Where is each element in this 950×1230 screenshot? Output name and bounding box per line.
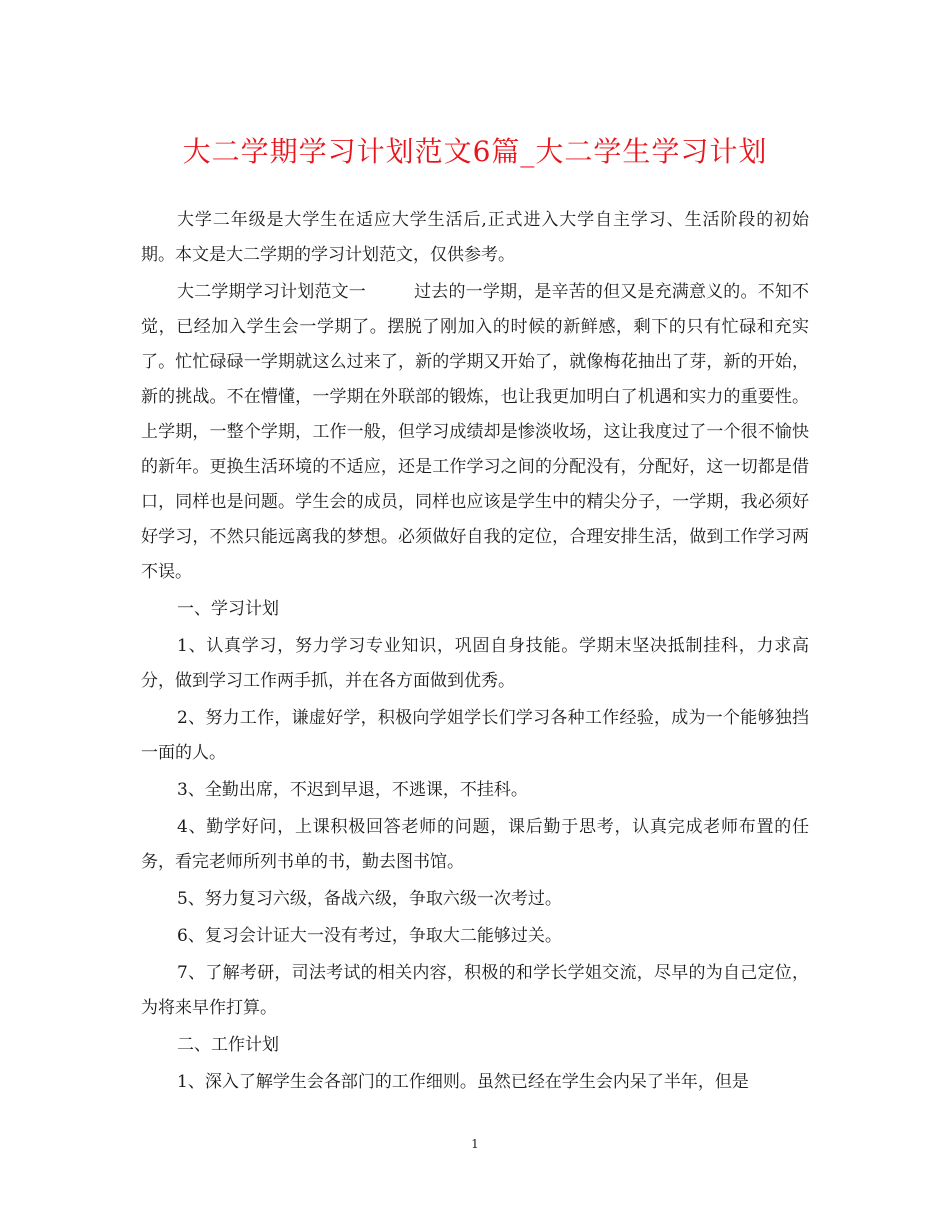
list-item: 5、努力复习六级，备战六级，争取六级一次考过。 [177,889,562,909]
list-item: 1、认真学习，努力学习专业知识，巩固自身技能。学期末坚决抵制挂科，力求高分，做到学习工作两手抓，并在各方面做到优秀。 [141,636,809,691]
list-item: 7、了解考研，司法考试的相关内容，积极的和学长学姐交流，尽早的为自己定位，为将来早作打算。 [141,963,809,1018]
page-number: 1 [471,1137,479,1151]
list-item: 2、努力工作，谦虚好学，积极向学姐学长们学习各种工作经验，成为一个能够独挡一面的人。 [141,708,809,763]
section-heading-study: 一、学习计划 [177,599,279,619]
intro-paragraph: 大学二年级是大学生在适应大学生活后,正式进入大学自主学习、生活阶段的初始期。本文是大二学期的学习计划范文，仅供参考。 [141,210,809,265]
list-item: 4、勤学好问，上课积极回答老师的问题，课后勤于思考，认真完成老师布置的任务，看完老师所列书单的书，勤去图书馆。 [141,817,809,872]
sample-heading: 大二学期学习计划范文一 [177,282,366,302]
sample-body: 过去的一学期，是辛苦的但又是充满意义的。不知不觉，已经加入学生会一学期了。摆脱了刚加入的时候的新鲜感，剩下的只有忙碌和充实了。忙忙碌碌一学期就这么过来了，新的学期又开始了，就像梅花抽出了芽，新的开始，新的挑战。不在懵懂，一学期在外联部的锻炼，也让我更加明白了机遇和实力的重要性。 上学期，一整个学期，工作一般，但学习成绩却是惨淡收场，这让我度过了一个很不愉快的新年。更换生活环境的不适应，还是工作学习之间的分配没有，分配好，这一切都是借口，同样也是问题。学生会的成员，同样也应该是学生中的精尖分子，一学期，我必须好好学习，不然只能远离我的梦想。必须做好自我的定位，合理安排生活，做到工作学习两不误。 [141,282,810,582]
section-heading-work: 二、工作计划 [177,1035,279,1055]
list-item: 6、复习会计证大一没有考过，争取大二能够过关。 [177,926,562,946]
list-item: 1、深入了解学生会各部门的工作细则。虽然已经在学生会内呆了半年，但是 [177,1072,749,1092]
sample-paragraph [141,275,809,590]
document-body [141,203,809,1102]
list-item: 3、全勤出席，不迟到早退，不逃课，不挂科。 [177,780,528,800]
document-title: 大二学期学习计划范文6篇_大二学生学习计划 [182,135,768,168]
